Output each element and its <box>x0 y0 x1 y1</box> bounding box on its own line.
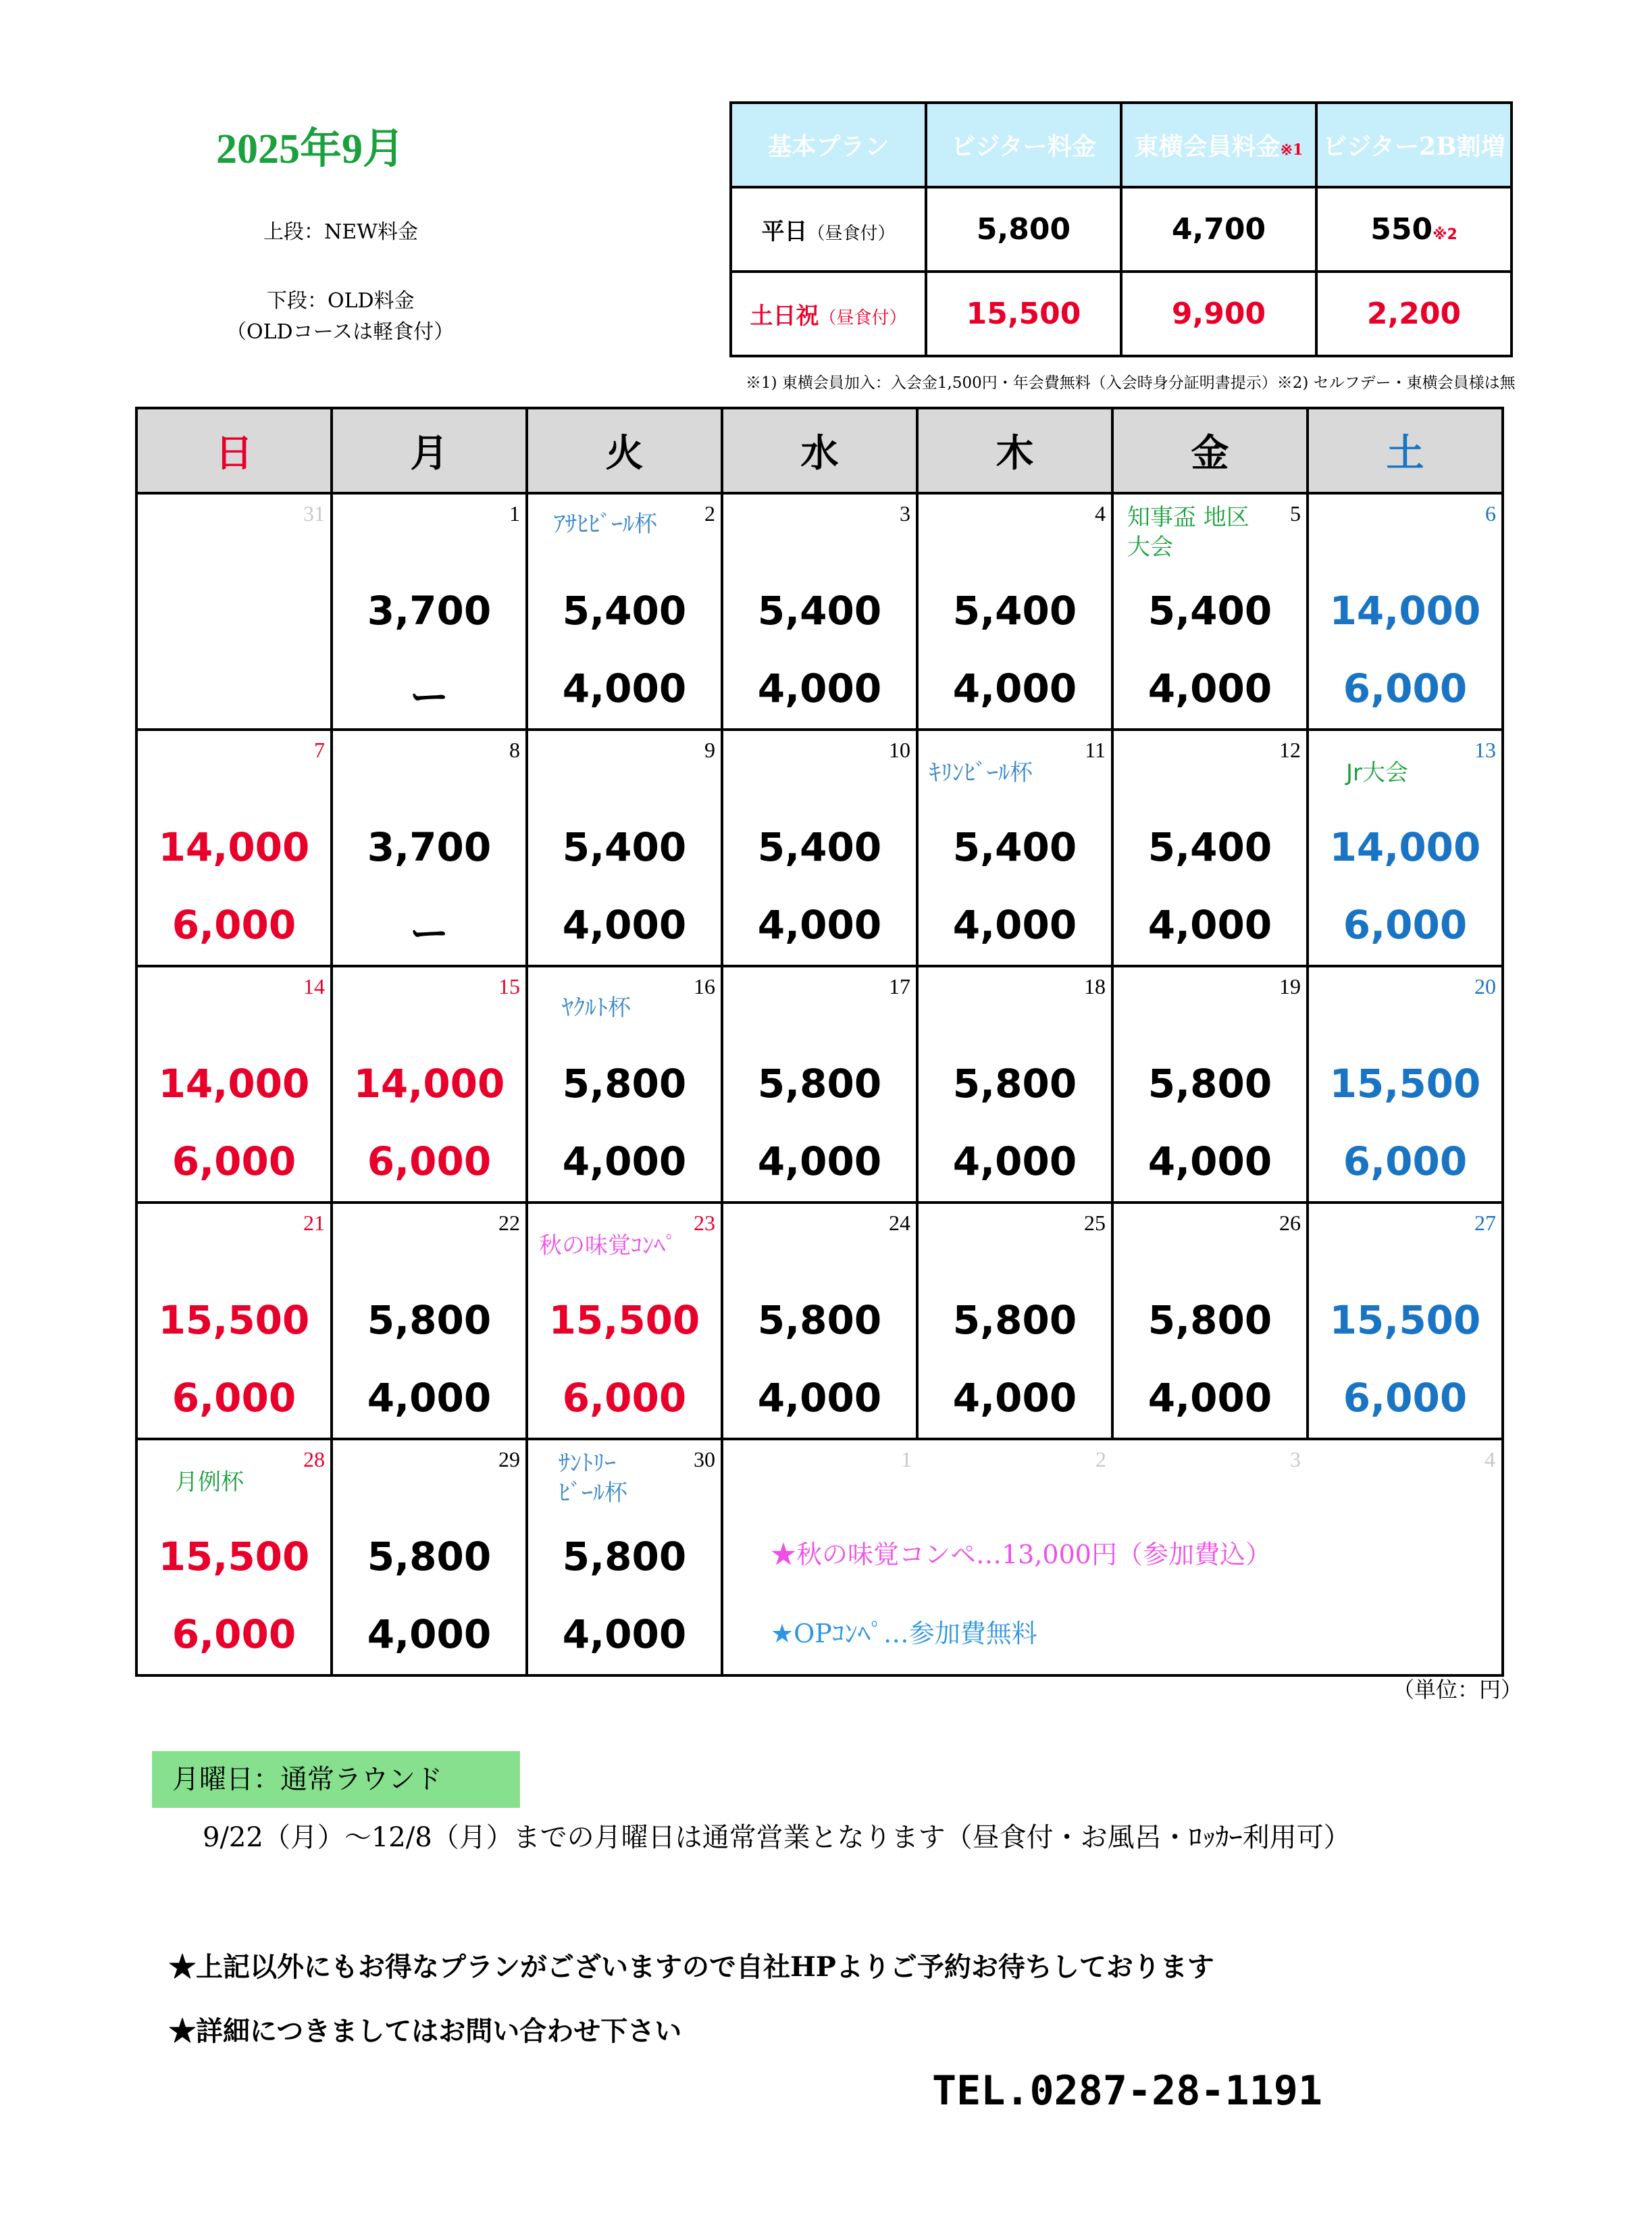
calendar-day-cell <box>136 493 332 730</box>
price-old: 4,000 <box>952 902 1077 948</box>
calendar-day-cell <box>917 966 1112 1203</box>
price-old: 4,000 <box>757 665 882 711</box>
event-label: 秋の味覚ｺﾝﾍﾟ <box>539 1232 677 1259</box>
calendar-day-cell <box>136 1439 332 1675</box>
price-new: 5,400 <box>952 824 1077 870</box>
event-label: ｷﾘﾝﾋﾞｰﾙ杯 <box>929 759 1033 786</box>
price-old: 4,000 <box>757 902 882 948</box>
price-new: 5,800 <box>367 1534 492 1579</box>
calendar-day-cell <box>722 966 917 1203</box>
next-month-day: 1 <box>901 1447 912 1471</box>
day-number: 23 <box>694 1211 715 1235</box>
day-number: 18 <box>1084 974 1106 999</box>
calendar-day-cell <box>332 1439 527 1675</box>
day-number: 5 <box>1290 501 1301 526</box>
calendar-day-cell <box>1308 493 1503 730</box>
event-label: Jr大会 <box>1346 759 1409 786</box>
price-old: 4,000 <box>367 1611 492 1657</box>
price-old: ー <box>409 911 449 957</box>
calendar-day-cell <box>527 1439 722 1675</box>
calendar-day-cell <box>1308 966 1503 1203</box>
price-new: 5,800 <box>1147 1297 1272 1343</box>
calendar-day-cell <box>332 493 527 730</box>
price-old: 4,000 <box>952 1138 1077 1184</box>
note-old-course: （OLDコースは軽食付） <box>226 320 455 344</box>
calendar-day-cell <box>527 966 722 1203</box>
day-number: 21 <box>303 1211 325 1235</box>
price-old: 4,000 <box>1147 1375 1272 1421</box>
price-new: 5,400 <box>952 588 1077 634</box>
info-op-compe: ★OPｺﾝﾍﾟ…参加費無料 <box>771 1619 1037 1648</box>
calendar-week-row <box>136 1203 1503 1439</box>
calendar-day-cell <box>332 966 527 1203</box>
calendar-day-cell <box>527 1203 722 1439</box>
price-new: 15,500 <box>158 1534 310 1579</box>
price-new: 15,500 <box>1329 1297 1481 1343</box>
weekday-tue: 火 <box>527 408 722 493</box>
day-number: 8 <box>509 738 520 762</box>
calendar-day-cell <box>332 1203 527 1439</box>
price-old: 6,000 <box>562 1375 687 1421</box>
calendar-day-cell <box>527 493 722 730</box>
calendar-day-cell <box>1112 730 1308 966</box>
day-number: 9 <box>704 738 715 762</box>
calendar-day-cell <box>332 730 527 966</box>
price-header-plan: 基本プラン <box>731 103 926 187</box>
price-new: 5,800 <box>952 1061 1077 1107</box>
price-row-weekday-label: 平日（昼食付） <box>731 187 926 272</box>
calendar-table <box>135 407 1504 1677</box>
event-label: 知事盃 地区 大会 <box>1127 504 1249 561</box>
price-new: 5,800 <box>952 1297 1077 1343</box>
price-old: 6,000 <box>172 902 296 948</box>
price-new: 5,400 <box>562 824 687 870</box>
day-number: 30 <box>694 1447 715 1471</box>
price-table <box>729 101 1513 357</box>
price-new: 3,700 <box>367 824 492 870</box>
day-number: 27 <box>1474 1211 1496 1235</box>
price-old: 4,000 <box>562 665 687 711</box>
price-old: 6,000 <box>1343 902 1468 948</box>
weekday-wed: 水 <box>722 408 917 493</box>
calendar-day-cell <box>1112 966 1308 1203</box>
calendar-day-cell <box>722 1203 917 1439</box>
calendar-day-cell <box>722 493 917 730</box>
day-number: 12 <box>1279 738 1301 762</box>
price-holiday-2b: 2,200 <box>1316 272 1512 356</box>
price-holiday-member: 9,900 <box>1121 272 1316 356</box>
day-number: 10 <box>889 738 910 762</box>
day-number: 14 <box>303 974 325 999</box>
calendar-day-cell <box>136 730 332 966</box>
weekday-sun: 日 <box>136 408 332 493</box>
note-upper: 上段：NEW料金 <box>263 220 418 244</box>
day-number: 2 <box>704 501 715 526</box>
price-new: 15,500 <box>158 1297 310 1343</box>
price-new: 5,800 <box>757 1061 882 1107</box>
price-old: 4,000 <box>367 1375 492 1421</box>
event-label: 月例杯 <box>175 1469 244 1496</box>
price-new: 5,400 <box>1147 824 1272 870</box>
day-number: 26 <box>1279 1211 1301 1235</box>
price-new: 5,800 <box>1147 1061 1272 1107</box>
price-old: 4,000 <box>562 1611 687 1657</box>
price-new: 5,800 <box>757 1297 882 1343</box>
calendar-week-row <box>136 730 1503 966</box>
event-label: ｻﾝﾄﾘｰ ﾋﾞｰﾙ杯 <box>559 1450 627 1507</box>
price-new: 15,500 <box>548 1297 700 1343</box>
calendar-day-cell <box>136 1203 332 1439</box>
day-number: 31 <box>303 501 325 526</box>
price-new: 14,000 <box>158 1061 310 1107</box>
price-new: 5,400 <box>757 588 882 634</box>
calendar-day-cell <box>1308 730 1503 966</box>
price-header-2b: ビジター2B割増 <box>1316 103 1512 187</box>
day-number: 22 <box>498 1211 520 1235</box>
day-number: 13 <box>1474 738 1496 762</box>
monday-label: 月曜日：通常ラウンド <box>152 1751 520 1808</box>
note-other-plans: ★上記以外にもお得なプランがございますので自社HPよりご予約お待ちしております <box>169 1951 1214 1983</box>
price-weekday-visitor: 5,800 <box>926 187 1121 272</box>
price-header-member: 東横会員料金※1 <box>1121 103 1316 187</box>
calendar-day-cell <box>136 966 332 1203</box>
price-new: 5,400 <box>1147 588 1272 634</box>
calendar-week-row <box>136 966 1503 1203</box>
price-new: 5,800 <box>562 1061 687 1107</box>
price-new: 5,400 <box>757 824 882 870</box>
day-number: 20 <box>1474 974 1496 999</box>
price-old: 4,000 <box>1147 1138 1272 1184</box>
weekday-mon: 月 <box>332 408 527 493</box>
next-month-day: 4 <box>1485 1447 1495 1471</box>
price-holiday-visitor: 15,500 <box>926 272 1121 356</box>
unit-label: （単位：円） <box>1393 1677 1523 1702</box>
price-new: 3,700 <box>367 588 492 634</box>
info-autumn-compe: ★秋の味覚コンペ…13,000円（参加費込） <box>771 1540 1271 1569</box>
day-number: 3 <box>900 501 910 526</box>
day-number: 29 <box>498 1447 520 1471</box>
day-number: 28 <box>303 1447 325 1471</box>
day-number: 11 <box>1085 738 1106 762</box>
day-number: 25 <box>1084 1211 1106 1235</box>
price-old: 4,000 <box>1147 902 1272 948</box>
telephone-number: TEL.0287-28-1191 <box>932 2067 1322 2115</box>
calendar-day-cell <box>1308 1203 1503 1439</box>
day-number: 7 <box>314 738 325 762</box>
event-label: ﾔｸﾙﾄ杯 <box>562 994 631 1021</box>
price-old: ー <box>409 674 449 720</box>
day-number: 16 <box>694 974 715 999</box>
day-number: 6 <box>1485 501 1496 526</box>
calendar-day-cell <box>722 730 917 966</box>
price-row-holiday-label: 土日祝（昼食付） <box>731 272 926 356</box>
price-old: 4,000 <box>562 1138 687 1184</box>
price-new: 5,800 <box>367 1297 492 1343</box>
calendar-day-cell <box>917 1203 1112 1439</box>
price-header-visitor: ビジター料金 <box>926 103 1121 187</box>
day-number: 17 <box>889 974 910 999</box>
price-old: 4,000 <box>757 1375 882 1421</box>
next-month-cell <box>722 1439 1503 1675</box>
calendar-day-cell <box>917 730 1112 966</box>
page-title: 2025年9月 <box>216 126 405 172</box>
note-lower: 下段：OLD料金 <box>267 289 415 313</box>
calendar-day-cell <box>1112 493 1308 730</box>
monday-text: 9/22（月）～12/8（月）までの月曜日は通常営業となります（昼食付・お風呂・ﾛｯｶｰ利用可） <box>203 1822 1351 1853</box>
day-number: 15 <box>498 974 520 999</box>
price-old: 6,000 <box>1343 1138 1468 1184</box>
calendar-day-cell <box>917 493 1112 730</box>
day-number: 19 <box>1279 974 1301 999</box>
day-number: 24 <box>889 1211 910 1235</box>
price-new: 14,000 <box>1329 824 1481 870</box>
price-new: 14,000 <box>353 1061 505 1107</box>
price-new: 5,800 <box>562 1534 687 1579</box>
next-month-day: 3 <box>1290 1447 1301 1471</box>
price-old: 6,000 <box>1343 1375 1468 1421</box>
price-old: 4,000 <box>1147 665 1272 711</box>
weekday-fri: 金 <box>1112 408 1308 493</box>
price-old: 4,000 <box>757 1138 882 1184</box>
price-old: 6,000 <box>367 1138 492 1184</box>
next-month-day: 2 <box>1095 1447 1106 1471</box>
calendar-day-cell <box>527 730 722 966</box>
price-old: 6,000 <box>172 1138 296 1184</box>
day-number: 4 <box>1095 501 1106 526</box>
price-old: 6,000 <box>1343 665 1468 711</box>
price-old: 4,000 <box>952 1375 1077 1421</box>
price-new: 14,000 <box>158 824 310 870</box>
calendar-day-cell <box>1112 1203 1308 1439</box>
calendar-week-row <box>136 1439 1503 1675</box>
weekday-thu: 木 <box>917 408 1112 493</box>
calendar-weekday-row <box>136 408 1503 493</box>
price-weekday-2b: 550※2 <box>1316 187 1512 272</box>
weekday-sat: 土 <box>1308 408 1503 493</box>
price-old: 6,000 <box>172 1611 296 1657</box>
price-weekday-member: 4,700 <box>1121 187 1316 272</box>
event-label: ｱｻﾋﾋﾞｰﾙ杯 <box>554 511 657 538</box>
calendar-week-row <box>136 493 1503 730</box>
price-new: 14,000 <box>1329 588 1481 634</box>
price-old: 4,000 <box>952 665 1077 711</box>
price-footnote: ※1) 東横会員加入：入会金1,500円・年会費無料（入会時身分証明書提示）※2) セルフデー・東横会員様は無 <box>746 374 1516 392</box>
price-new: 15,500 <box>1329 1061 1481 1107</box>
price-old: 6,000 <box>172 1375 296 1421</box>
price-new: 5,400 <box>562 588 687 634</box>
price-old: 4,000 <box>562 902 687 948</box>
note-inquiry: ★詳細につきましてはお問い合わせ下さい <box>169 2015 682 2047</box>
day-number: 1 <box>509 501 520 526</box>
